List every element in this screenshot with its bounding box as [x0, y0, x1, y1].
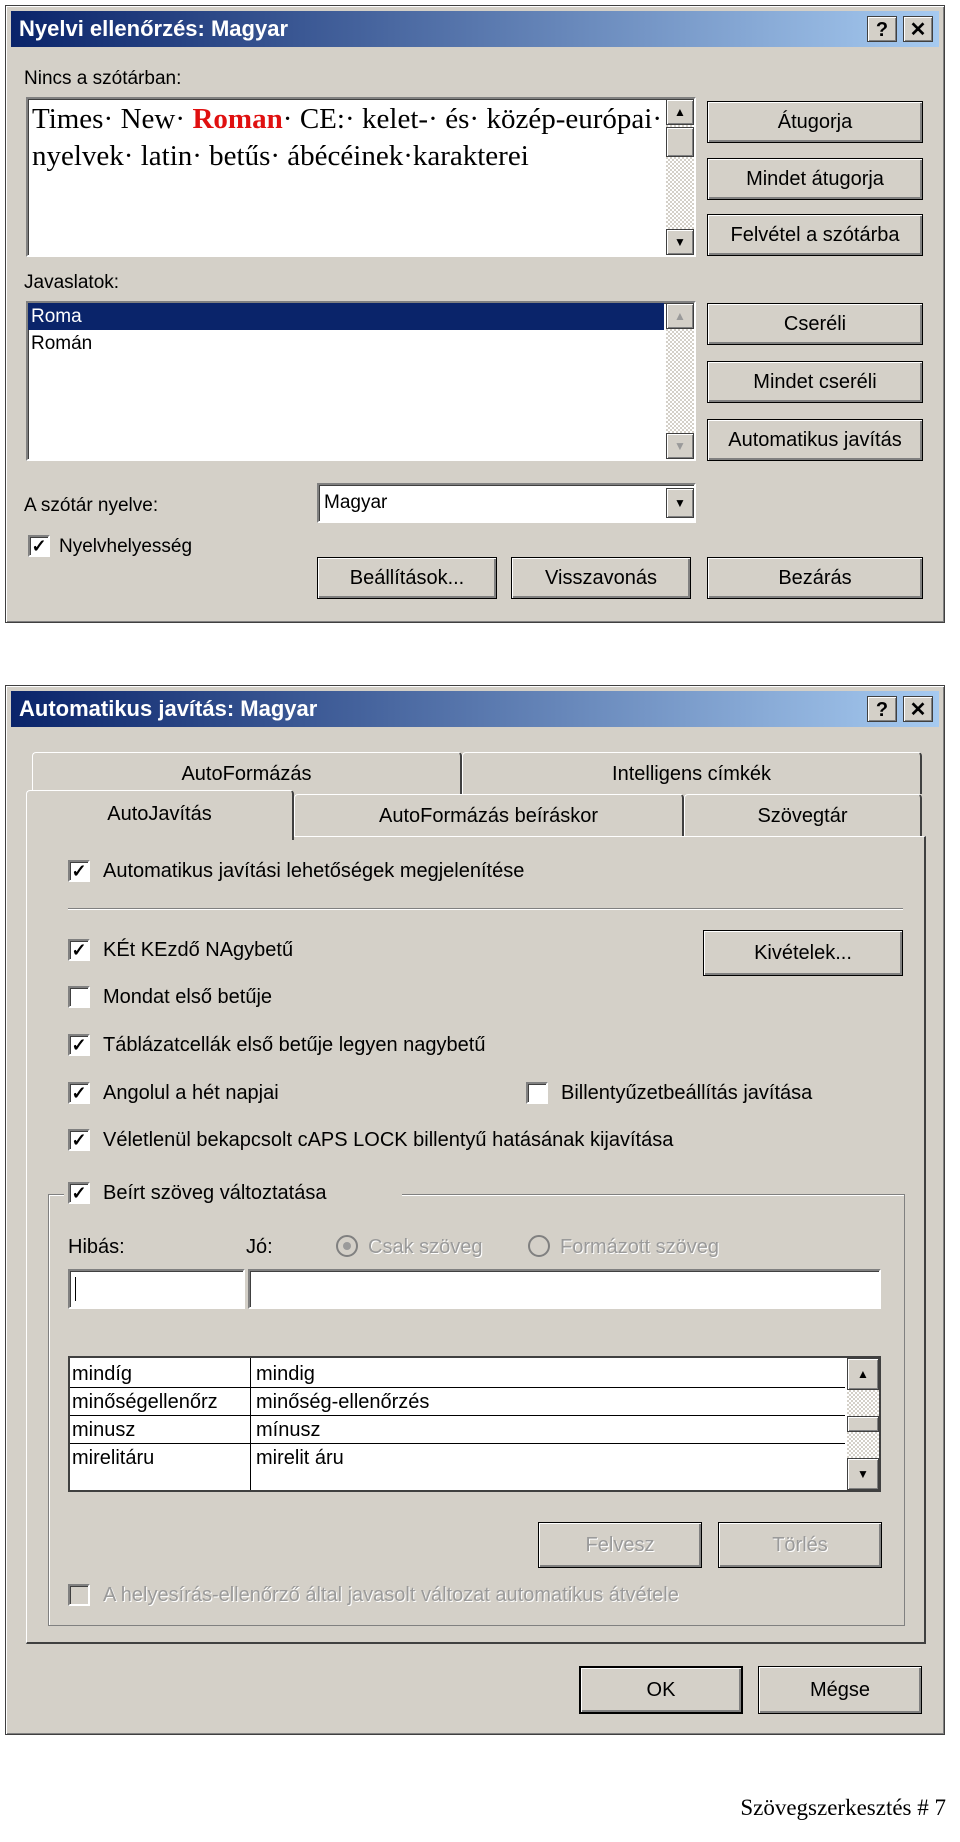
ok-button[interactable]: OK [579, 1666, 743, 1714]
change-all-button[interactable]: Mindet cseréli [707, 361, 923, 403]
show-buttons-checkbox[interactable]: ✓ [68, 860, 90, 882]
plain-text-radio [336, 1235, 358, 1257]
replace-input[interactable] [68, 1269, 245, 1309]
table-cell-right: minőség-ellenőrzés [256, 1391, 430, 1413]
close-dialog-button[interactable]: Bezárás [707, 557, 923, 599]
autocorrect-dialog [5, 685, 945, 1735]
exceptions-button[interactable]: Kivételek... [703, 930, 903, 976]
page-footer: Szövegszerkesztés # 7 [740, 1795, 946, 1820]
scroll-up-icon: ▲ [666, 303, 694, 329]
sentence-text [32, 101, 662, 175]
table-cell-wrong: mindíg [72, 1363, 133, 1385]
scroll-thumb[interactable] [666, 127, 694, 157]
delete-entry-button[interactable]: Törlés [718, 1522, 882, 1568]
help-button[interactable]: ? [867, 16, 897, 42]
keyboard-setting-checkbox[interactable] [526, 1082, 548, 1104]
table-cell-right: mirelit áru [256, 1447, 344, 1469]
spell-check-dialog [5, 5, 945, 623]
with-input[interactable] [248, 1269, 881, 1309]
close-icon[interactable]: ✕ [903, 696, 933, 722]
scroll-up-icon[interactable]: ▲ [847, 1358, 879, 1390]
table-row[interactable] [70, 1360, 845, 1388]
two-caps-checkbox[interactable]: ✓ [68, 939, 90, 961]
dictionary-language-label: A szótár nyelve: [24, 495, 159, 516]
cancel-button[interactable]: Mégse [758, 1666, 922, 1714]
column-divider [250, 1358, 251, 1490]
error-word: Roman [192, 103, 283, 135]
table-cell-right: mindig [256, 1363, 315, 1385]
day-names-checkbox[interactable]: ✓ [68, 1082, 90, 1104]
table-row[interactable] [70, 1444, 845, 1472]
autocorrect-dialog-title: Automatikus javítás: Magyar [19, 696, 318, 721]
table-cell-wrong: minusz [72, 1419, 136, 1441]
scroll-thumb[interactable] [847, 1416, 879, 1432]
sentence-first-letter-label[interactable]: Mondat első betűje [103, 986, 273, 1008]
formatted-text-radio-label: Formázott szöveg [560, 1236, 719, 1258]
table-first-letter-checkbox[interactable]: ✓ [68, 1034, 90, 1056]
list-item[interactable]: Román [31, 333, 93, 354]
options-button[interactable]: Beállítások... [317, 557, 497, 599]
sentence-after: · CE:· kelet-· és· közép-európai· nyelvek· latin· betűs· ábécéinek·karakterei [32, 103, 662, 172]
not-in-dictionary-textbox[interactable] [26, 97, 696, 257]
replace-text-checkbox[interactable]: ✓ [68, 1182, 90, 1204]
ignore-button[interactable]: Átugorja [707, 101, 923, 143]
spell-dialog-titlebar [11, 11, 939, 47]
list-item[interactable]: Roma [28, 303, 664, 330]
caps-lock-label[interactable]: Véletlenül bekapcsolt cAPS LOCK billentyű hatásának kijavítása [103, 1129, 674, 1151]
text-cursor [75, 1277, 76, 1301]
formatted-text-radio [528, 1235, 550, 1257]
sentence-before: Times· New· [32, 103, 193, 135]
replacement-table[interactable] [68, 1356, 881, 1492]
scroll-down-icon[interactable]: ▼ [847, 1458, 879, 1490]
divider [68, 908, 903, 910]
grammar-checkbox[interactable]: ✓ [28, 535, 50, 557]
close-icon[interactable]: ✕ [903, 16, 933, 42]
autocorrect-dialog-titlebar [11, 691, 939, 727]
table-cell-wrong: mirelitáru [72, 1447, 155, 1469]
tab-autoformat-as-you-type[interactable]: AutoFormázás beíráskor [294, 794, 684, 836]
undo-button[interactable]: Visszavonás [511, 557, 691, 599]
add-entry-button[interactable]: Felvesz [538, 1522, 702, 1568]
scroll-down-icon[interactable]: ▼ [666, 229, 694, 255]
table-cell-right: mínusz [256, 1419, 321, 1441]
suggestions-scrollbar [666, 303, 694, 459]
scroll-down-icon: ▼ [666, 433, 694, 459]
table-row[interactable] [70, 1416, 845, 1444]
help-button[interactable]: ? [867, 696, 897, 722]
sentence-scrollbar[interactable] [666, 99, 694, 255]
table-row[interactable] [70, 1388, 845, 1416]
dictionary-language-value: Magyar [324, 492, 388, 513]
tab-smart-tags[interactable]: Intelligens címkék [462, 752, 922, 794]
spellcheck-suggestion-label: A helyesírás-ellenőrző által javasolt változat automatikus átvétele [103, 1584, 679, 1606]
grammar-checkbox-label[interactable]: Nyelvhelyesség [59, 536, 193, 557]
keyboard-setting-label[interactable]: Billentyűzetbeállítás javítása [561, 1082, 813, 1104]
tab-autocorrect[interactable]: AutoJavítás [26, 790, 294, 840]
chevron-down-icon[interactable]: ▼ [666, 488, 694, 518]
not-in-dictionary-label: Nincs a szótárban: [24, 68, 182, 89]
add-to-dictionary-button[interactable]: Felvétel a szótárba [707, 214, 923, 256]
plain-text-radio-label: Csak szöveg [368, 1236, 483, 1258]
tab-autotext[interactable]: Szövegtár [684, 794, 922, 836]
table-first-letter-label[interactable]: Táblázatcellák első betűje legyen nagybetű [103, 1034, 486, 1056]
caps-lock-checkbox[interactable]: ✓ [68, 1129, 90, 1151]
spellcheck-suggestion-checkbox [68, 1584, 90, 1606]
dictionary-language-select[interactable] [317, 483, 696, 523]
spell-dialog-title: Nyelvi ellenőrzés: Magyar [19, 16, 289, 41]
replace-label: Hibás: [68, 1236, 125, 1258]
replace-text-label[interactable]: Beírt szöveg változtatása [103, 1182, 327, 1204]
day-names-label[interactable]: Angolul a hét napjai [103, 1082, 279, 1104]
table-scrollbar[interactable] [847, 1358, 879, 1490]
show-buttons-label[interactable]: Automatikus javítási lehetőségek megjelenítése [103, 860, 525, 882]
with-label: Jó: [246, 1236, 273, 1258]
scroll-up-icon[interactable]: ▲ [666, 99, 694, 125]
two-caps-label[interactable]: KÉt KEzdő NAgybetű [103, 939, 294, 961]
sentence-first-letter-checkbox[interactable] [68, 986, 90, 1008]
suggestions-label: Javaslatok: [24, 272, 120, 293]
autocorrect-button[interactable]: Automatikus javítás [707, 419, 923, 461]
suggestions-list[interactable] [26, 301, 696, 461]
ignore-all-button[interactable]: Mindet átugorja [707, 158, 923, 200]
table-cell-wrong: minőségellenőrz [72, 1391, 218, 1413]
change-button[interactable]: Cseréli [707, 303, 923, 345]
tab-autoformat[interactable]: AutoFormázás [32, 752, 462, 794]
